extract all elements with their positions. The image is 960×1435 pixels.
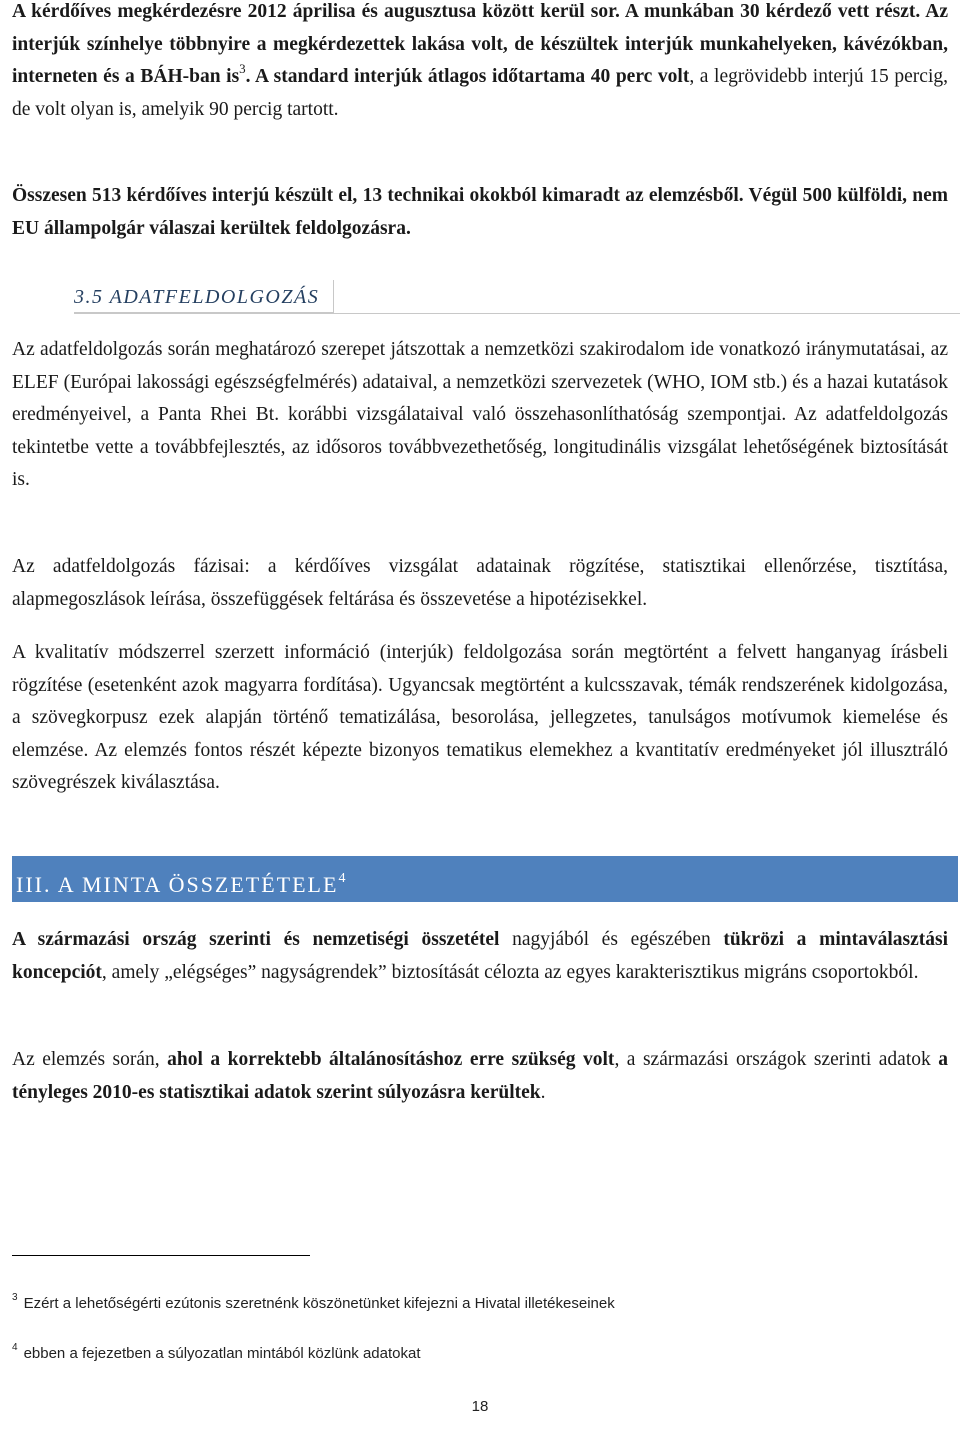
sample-bold-1: A származási ország szerinti és nemzetiségi összetétel <box>12 929 500 950</box>
footnote-number: 3 <box>12 1292 18 1303</box>
section-banner-III <box>12 856 958 902</box>
sample-text-2: , amely „elégséges” nagyságrendek” biztosítását célozta az egyes karakterisztikus migráns csoportokból. <box>101 961 919 983</box>
processing-paragraph-3: A kvalitatív módszerrel szerzett információ (interjúk) feldolgozása során megtörtént a felvett hanganyag írásbeli rögzítése (esetenként azok magyarra fordítása). Ugyancsak megtörtént a kulcsszavak, témák rendszerének kidolgozása, a szövegkorpusz ezek alapján történő tematizálása, besorolása, jellegzetes, tanulságos motívumok kiemelése és elemzése. Az elemzés fontos részét képezte bizonyos tematikus elemekhez a kvantitatív eredményeket jól illusztráló szövegrészek kiválasztása. <box>12 642 948 793</box>
intro-bold-duration: . A standard interjúk átlagos időtartama 40 perc volt <box>245 66 690 87</box>
summary-bold-text: Összesen 513 kérdőíves interjú készült el, 13 technikai okokból kimaradt az elemzésből. Végül 500 külföldi, nem EU állampolgár válaszai kerültek feldolgozásra. <box>12 185 948 239</box>
sample-paragraph-2 <box>12 1044 948 1109</box>
intro-paragraph <box>12 0 948 126</box>
page-number: 18 <box>471 1398 489 1415</box>
sample2-text-3: . <box>540 1081 546 1103</box>
footnote-separator <box>12 1255 310 1256</box>
processing-paragraph-1: Az adatfeldolgozás során meghatározó szerepet játszottak a nemzetközi szakirodalom ide vonatkozó iránymutatásai, az ELEF (Európai lakossági egészségfelmérés) adataival, a nemzetközi szervezetek (WHO, IOM stb.) és a hazai kutatások eredményeivel, a Panta Rhei Bt. korábbi vizsgálataival való összehasonlíthatóság szempontjai. Az adatfeldolgozás tekintetbe vette a továbbfejlesztés, az idősoros továbbvezethetőség, longitudinális vizsgálat lehetőségének biztosítását is. <box>12 339 948 490</box>
sample2-text-2: , a származási országok szerinti adatok <box>614 1049 939 1070</box>
section-heading-rule <box>74 313 960 314</box>
sample2-bold-2: a tényleges 2010-es statisztikai adatok szerint súlyozásra kerültek <box>12 1049 949 1103</box>
summary-paragraph <box>12 180 948 245</box>
footnote-text: Ezért a lehetőségérti ezútonis szeretnénk köszönetünket kifejezni a Hivatal illetékeseinek <box>23 1295 615 1312</box>
footnote-ref-4[interactable]: 4 <box>338 871 348 886</box>
intro-bold-text: A kérdőíves megkérdezésre 2012 áprilisa és augusztusa között kerül sor. A munkában 30 kérdező vett részt. Az interjúk színhelye többnyire a megkérdezettek lakása volt, de készültek interjúk munkahelyeken, kávézókban, interneten és a BÁH-ban is <box>12 1 948 87</box>
footnote-3 <box>12 1292 615 1312</box>
intro-text-duration: , a legrövidebb interjú 15 percig, de volt olyan is, amelyik 90 percig tartott. <box>12 66 948 120</box>
sample-text-1: nagyjából és egészében <box>499 929 724 950</box>
footnote-ref-3[interactable]: 3 <box>239 61 246 76</box>
footnote-4 <box>12 1342 421 1362</box>
sample-bold-2: tükrözi a mintaválasztási koncepciót <box>12 929 948 983</box>
sample-paragraph-1 <box>12 924 948 989</box>
sample2-bold-1: ahol a korrektebb általánosításhoz erre szükség volt <box>167 1049 615 1070</box>
footnote-text: ebben a fejezetben a súlyozatlan mintából közlünk adatokat <box>23 1345 421 1362</box>
footnote-number: 4 <box>12 1342 18 1353</box>
section-banner-title: III. A MINTA ÖSSZETÉTELE <box>16 872 339 897</box>
processing-paragraph-2: Az adatfeldolgozás fázisai: a kérdőíves vizsgálat adatainak rögzítése, statisztikai ellenőrzése, tisztítása, alapmegoszlások leírása, összefüggések feltárása és összevetése a hipotézisekkel. <box>12 556 948 610</box>
sample2-text-1: Az elemzés során, <box>12 1049 168 1070</box>
section-heading-3-5: 3.5 ADATFELDOLGOZÁS <box>74 280 334 313</box>
